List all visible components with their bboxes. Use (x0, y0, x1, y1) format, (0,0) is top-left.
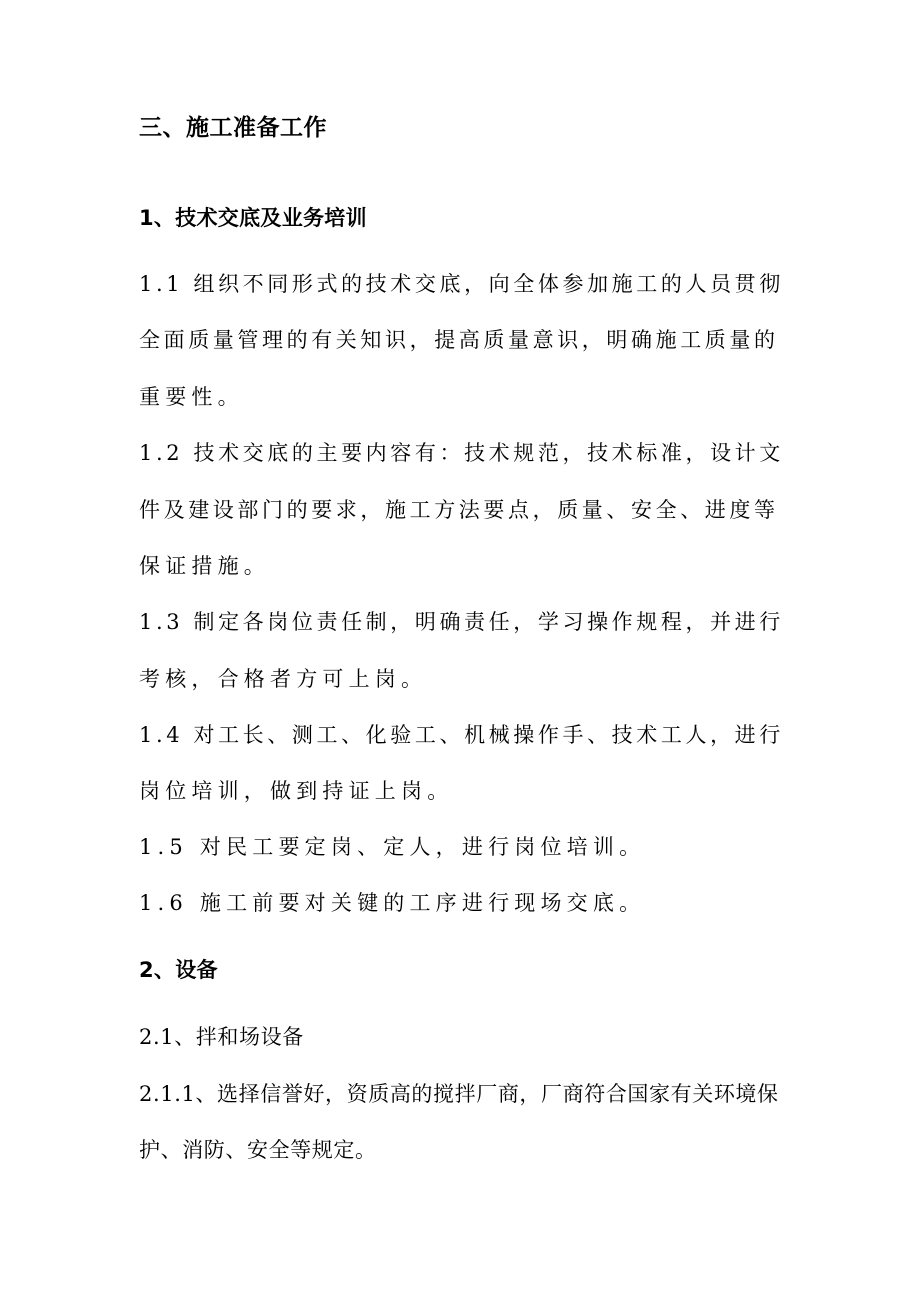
subsection-title-2: 2、设备 (139, 958, 218, 982)
section-heading: 三、施工准备工作 (139, 115, 327, 141)
paragraph-line: 2.1.1、选择信誉好，资质高的搅拌厂商，厂商符合国家有关环境保 (139, 1082, 779, 1106)
subsection-title-1: 1、技术交底及业务培训 (139, 206, 367, 230)
paragraph-line: 件及建设部门的要求，施工方法要点，质量、安全、进度等 (139, 498, 779, 522)
paragraph-line: 全面质量管理的有关知识，提高质量意识，明确施工质量的 (139, 328, 779, 352)
paragraph-line: 护、消防、安全等规定。 (139, 1138, 377, 1162)
paragraph-line: 保证措施。 (139, 554, 270, 578)
paragraph-line: 1.1 组织不同形式的技术交底，向全体参加施工的人员贯彻 (139, 272, 784, 296)
paragraph-line: 1.6 施工前要对关键的工序进行现场交底。 (139, 891, 646, 915)
paragraph-line: 1.3 制定各岗位责任制，明确责任，学习操作规程，并进行 (139, 610, 784, 634)
paragraph-line: 重要性。 (139, 385, 244, 409)
paragraph-line: 岗位培训，做到持证上岗。 (139, 779, 454, 803)
paragraph-line: 1.2 技术交底的主要内容有：技术规范，技术标准，设计文 (139, 441, 784, 465)
paragraph-line: 考核，合格者方可上岗。 (139, 667, 428, 691)
paragraph-line: 1.5 对民工要定岗、定人，进行岗位培训。 (139, 835, 646, 859)
sub-subsection-title: 2.1、拌和场设备 (139, 1025, 304, 1049)
paragraph-line: 1.4 对工长、测工、化验工、机械操作手、技术工人，进行 (139, 723, 784, 747)
